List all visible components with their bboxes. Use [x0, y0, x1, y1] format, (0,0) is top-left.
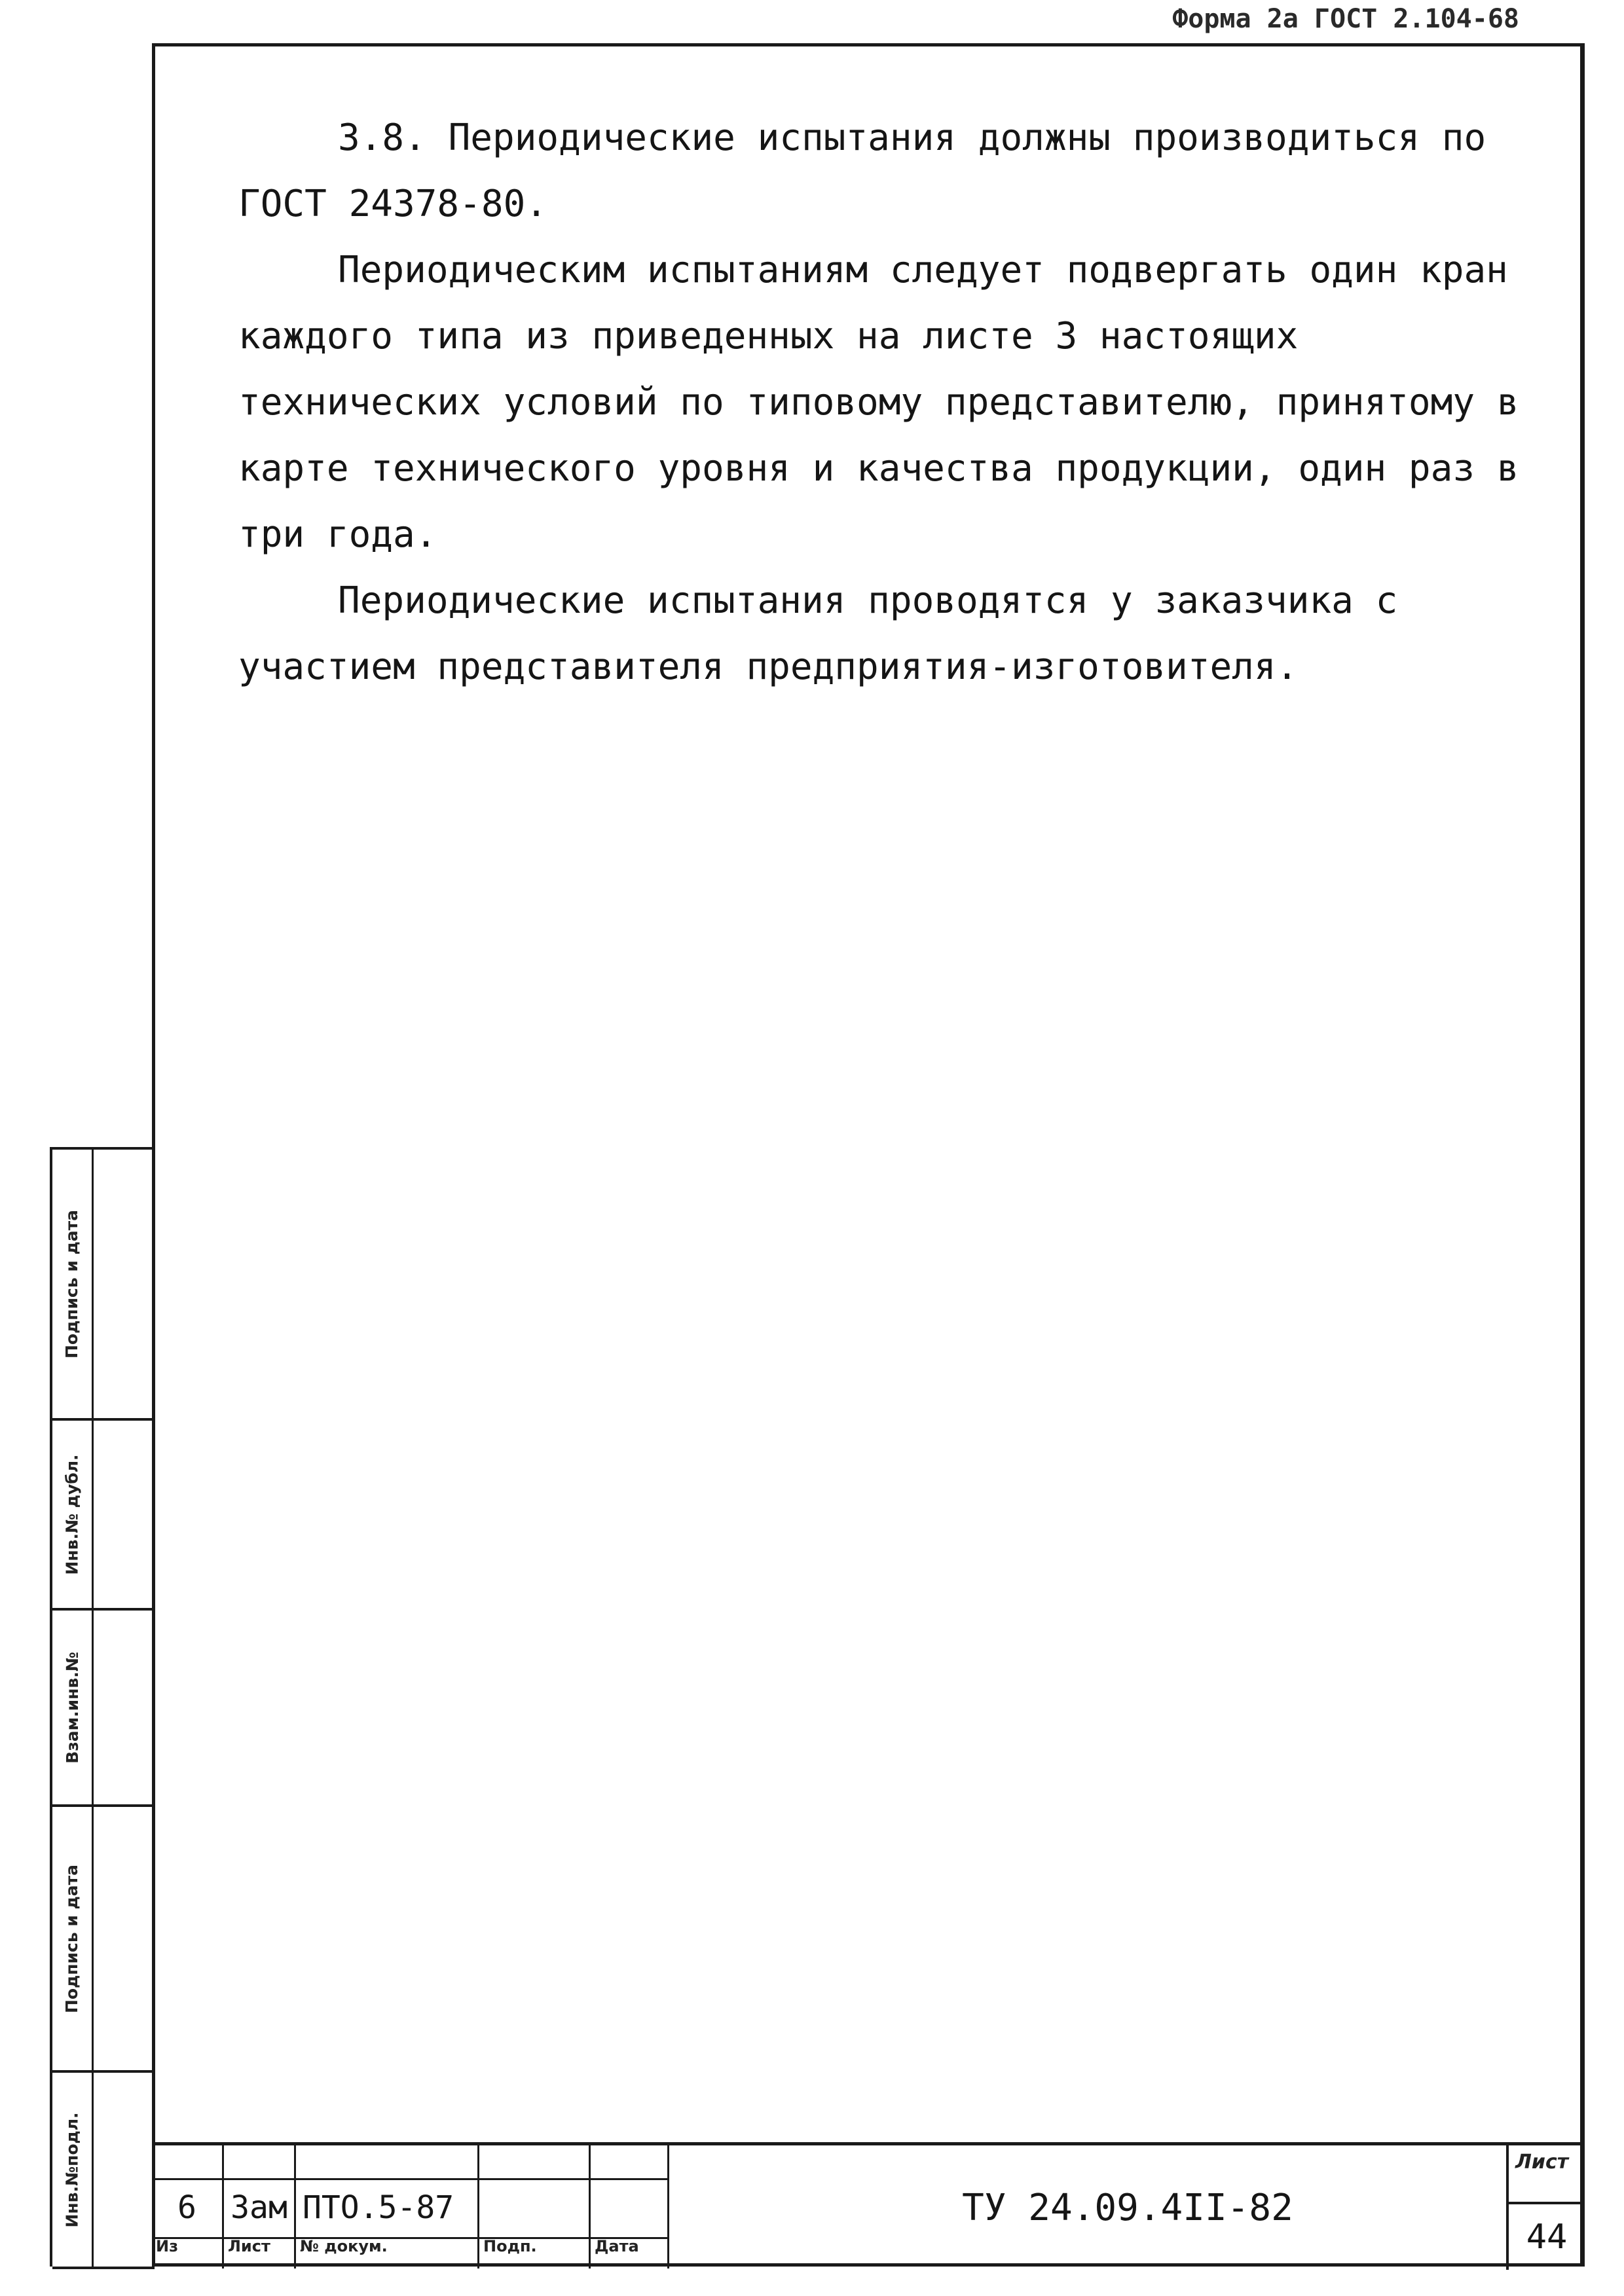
col-label-change: Из [152, 2237, 224, 2269]
sheet-label: Лист [1515, 2151, 1569, 2174]
date-cell [591, 2178, 669, 2237]
signature-cell [479, 2178, 591, 2237]
empty-cell [152, 2145, 224, 2178]
empty-cell [296, 2145, 479, 2178]
col-label-doc-no: № докум. [296, 2237, 479, 2269]
title-block [152, 2142, 1585, 2267]
side-label: Инв.№подл. [62, 2111, 82, 2228]
side-cell-signature-date-1 [52, 1150, 155, 1421]
side-label: Подпись и дата [62, 1864, 82, 2013]
empty-cell [479, 2145, 591, 2178]
col-label-date: Дата [591, 2237, 669, 2269]
empty-cell [224, 2145, 296, 2178]
side-label: Взам.инв.№ [62, 1651, 82, 1764]
form-header: Форма 2а ГОСТ 2.104-68 [1172, 4, 1519, 34]
side-label: Подпись и дата [62, 1209, 82, 1358]
col-label-signature: Подп. [479, 2237, 591, 2269]
paragraph-2: Периодическим испытаниям следует подвергать один кран каждого типа из приведенных на листе 3 настоящих технических условий по типовому представителю, принятому в карте технического уровня и качества продукции, один раз в три года. [238, 249, 1519, 556]
doc-number: ПТО.5-87 [296, 2178, 479, 2237]
change-kind: Зам [224, 2178, 296, 2237]
side-cell-signature-date-2 [52, 1807, 155, 2073]
change-number: 6 [152, 2178, 224, 2237]
empty-cell [591, 2145, 669, 2178]
col-label-sheet: Лист [224, 2237, 296, 2269]
body-text [238, 105, 1548, 700]
document-designation: ТУ 24.09.4II-82 [962, 2186, 1293, 2229]
paragraph-1: 3.8. Периодические испытания должны производиться по ГОСТ 24378-80. [238, 117, 1486, 225]
sheet-box [1506, 2145, 1585, 2270]
side-cell-original-inv [52, 2073, 155, 2269]
side-stamp-strip [50, 1147, 152, 2267]
side-label: Инв.№ дубл. [62, 1453, 82, 1575]
paragraph-3: Периодические испытания проводятся у заказчика с участием представителя предприятия-изготовителя. [238, 579, 1398, 688]
side-cell-dup-inv [52, 1421, 155, 1611]
sheet-number: 44 [1509, 2202, 1585, 2270]
side-cell-replace-inv [52, 1611, 155, 1807]
